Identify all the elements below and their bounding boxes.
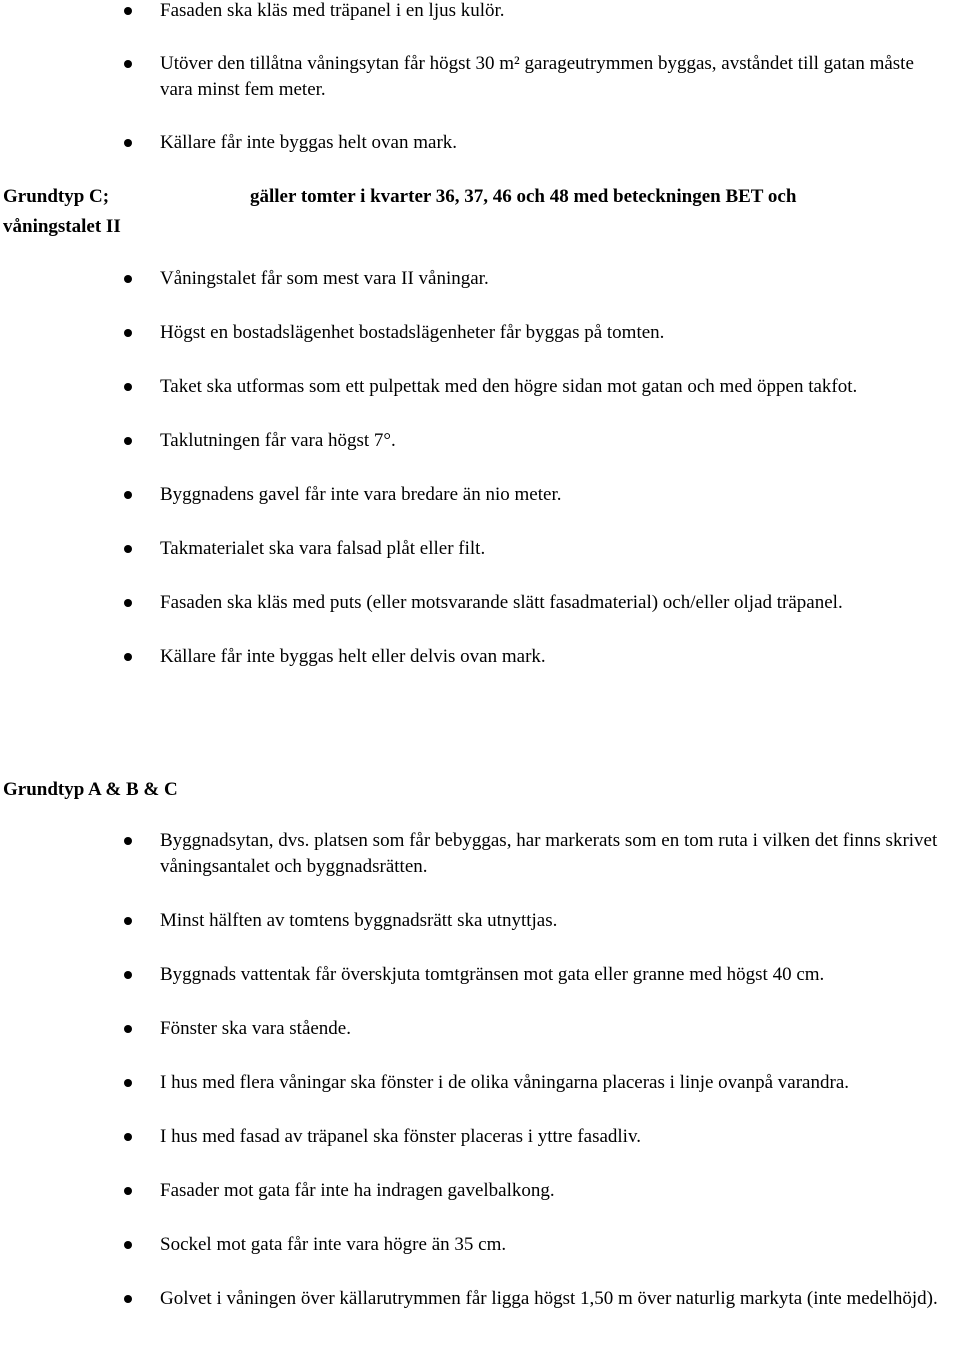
section-c-heading <box>3 184 121 240</box>
list-item-text: Utöver den tillåtna våningsytan får högst 30 m² garageutrymmen byggas, avståndet till gatan måste vara minst fem meter. <box>160 53 914 100</box>
bullet-icon <box>124 917 132 925</box>
list-item <box>0 51 960 103</box>
bullet-icon <box>124 437 132 445</box>
list-item-text: Fasaden ska kläs med puts (eller motsvarande slätt fasadmaterial) och/eller oljad träpanel. <box>160 592 843 613</box>
list-item-text: Takmaterialet ska vara falsad plåt eller filt. <box>160 538 486 559</box>
section-c-heading-line2: våningstalet II <box>3 216 121 237</box>
list-item-text: Taket ska utformas som ett pulpettak med den högre sidan mot gatan och med öppen takfot. <box>160 376 858 397</box>
list-item <box>0 908 960 934</box>
bullet-icon <box>124 383 132 391</box>
bullet-icon <box>124 1079 132 1087</box>
top-bullet-list <box>0 0 960 156</box>
list-item-text: Byggnadsytan, dvs. platsen som får bebyggas, har markerats som en tom ruta i vilken det finns skrivet våningsantalet och byggnadsrätten. <box>160 830 938 877</box>
list-item-text: Fasaden ska kläs med träpanel i en ljus kulör. <box>160 0 505 21</box>
list-item-text: Källare får inte byggas helt ovan mark. <box>160 132 458 153</box>
list-item <box>0 1286 960 1312</box>
bullet-icon <box>124 545 132 553</box>
list-item-text: Fasader mot gata får inte ha indragen gavelbalkong. <box>160 1180 555 1201</box>
bullet-icon <box>124 1025 132 1033</box>
list-item-text: Fönster ska vara stående. <box>160 1018 351 1039</box>
list-item <box>0 644 960 670</box>
section-abc-heading: Grundtyp A & B & C <box>3 779 178 800</box>
list-item-text: Byggnadens gavel får inte vara bredare än nio meter. <box>160 484 562 505</box>
list-item <box>0 1070 960 1096</box>
bullet-icon <box>124 1187 132 1195</box>
list-item-text: Sockel mot gata får inte vara högre än 35 cm. <box>160 1234 507 1255</box>
list-item <box>0 428 960 454</box>
bullet-icon <box>124 275 132 283</box>
section-c-bullet-list <box>0 266 960 670</box>
list-item <box>0 266 960 292</box>
list-item <box>0 1232 960 1258</box>
list-item-text: Källare får inte byggas helt eller delvis ovan mark. <box>160 646 546 667</box>
bullet-icon <box>124 1295 132 1303</box>
list-item <box>0 1178 960 1204</box>
list-item <box>0 482 960 508</box>
section-c-subtitle: gäller tomter i kvarter 36, 37, 46 och 48 med beteckningen BET och <box>250 186 797 207</box>
bullet-icon <box>124 7 132 15</box>
bullet-icon <box>124 837 132 845</box>
list-item-text: Minst hälften av tomtens byggnadsrätt ska utnyttjas. <box>160 910 558 931</box>
bullet-icon <box>124 599 132 607</box>
bullet-icon <box>124 139 132 147</box>
bullet-icon <box>124 971 132 979</box>
list-item-text: Högst en bostadslägenhet bostadslägenheter får byggas på tomten. <box>160 322 665 343</box>
list-item-text: Våningstalet får som mest vara II våningar. <box>160 268 489 289</box>
bullet-icon <box>124 1133 132 1141</box>
list-item <box>0 320 960 346</box>
list-item-text: I hus med fasad av träpanel ska fönster placeras i yttre fasadliv. <box>160 1126 641 1147</box>
list-item <box>0 828 960 880</box>
list-item <box>0 1016 960 1042</box>
list-item <box>0 962 960 988</box>
section-abc-bullet-list <box>0 828 960 1312</box>
bullet-icon <box>124 1241 132 1249</box>
list-item <box>0 374 960 400</box>
bullet-icon <box>124 329 132 337</box>
list-item-text: Golvet i våningen över källarutrymmen får ligga högst 1,50 m över naturlig markyta (inte medelhöjd). <box>160 1288 938 1309</box>
list-item-text: Byggnads vattentak får överskjuta tomtgränsen mot gata eller granne med högst 40 cm. <box>160 964 825 985</box>
list-item <box>0 1124 960 1150</box>
list-item-text: I hus med flera våningar ska fönster i de olika våningarna placeras i linje ovanpå varandra. <box>160 1072 850 1093</box>
list-item <box>0 590 960 616</box>
bullet-icon <box>124 653 132 661</box>
list-item <box>0 536 960 562</box>
list-item <box>0 130 960 156</box>
bullet-icon <box>124 60 132 68</box>
list-item <box>0 0 960 24</box>
list-item-text: Taklutningen får vara högst 7°. <box>160 430 396 451</box>
section-c-heading-line1: Grundtyp C; <box>3 186 110 207</box>
bullet-icon <box>124 491 132 499</box>
